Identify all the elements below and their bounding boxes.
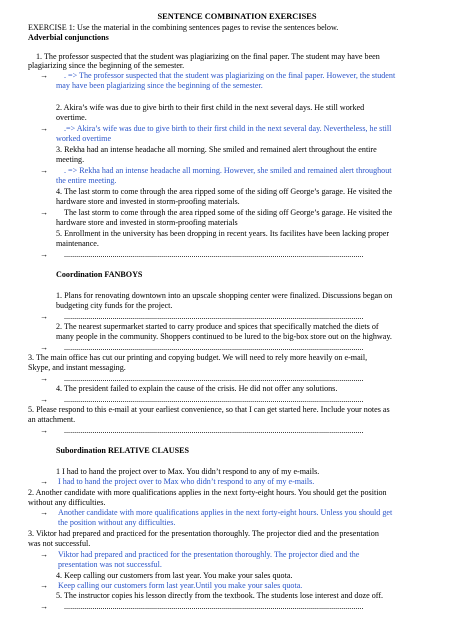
arrow-icon: →: [40, 250, 49, 259]
answer-text: Viktor had prepared and practiced for the presentation thoroughly. The projector died and the: [58, 550, 360, 559]
question-text: maintenance.: [56, 239, 99, 248]
section-heading-subordination: Subordination RELATIVE CLAUSES: [56, 446, 189, 455]
arrow-icon: →: [40, 343, 49, 352]
arrow-icon: →: [40, 602, 49, 611]
document-title: SENTENCE COMBINATION EXERCISES: [157, 12, 317, 21]
answer-text: the position without any difficulties.: [58, 518, 176, 527]
arrow-icon: →: [40, 581, 49, 590]
question-text: 4. The president failed to explain the cause of the crisis. He did not offer any solutions.: [56, 384, 338, 393]
arrow-icon: →: [40, 477, 49, 486]
answer-text: .=> Akira’s wife was due to give birth to their first child in the next several day. Nevertheless, he still: [64, 124, 392, 133]
answer-blank-line: [40, 312, 440, 321]
answer-line: [40, 508, 470, 517]
question-text: 1 I had to hand the project over to Max. You didn’t respond to any of my e-mails.: [56, 467, 320, 476]
answer-text: may have been plagiarizing since the beginning of the semester.: [56, 81, 263, 90]
blank-dots: ....................................................................................................................................................: [64, 395, 364, 404]
answer-line: [40, 550, 470, 559]
question-text: 2. Another candidate with more qualifications applies in the next forty-eight hours. You should get the position: [28, 488, 387, 497]
answer-text: Keep calling our customers form last year.Until you make your sales quota.: [58, 581, 303, 590]
question-text: 5. Enrollment in the university has been dropping in recent years. Its facilites have been lacking proper: [56, 229, 390, 238]
blank-dots: ....................................................................................................................................................: [64, 343, 364, 352]
answer-blank-line: [40, 374, 440, 383]
question-text: hardware store and invested in storm-proofing materials.: [56, 197, 240, 206]
arrow-icon: →: [40, 312, 49, 321]
arrow-icon: →: [40, 208, 49, 217]
answer-text: Another candidate with more qualifications applies in the next forty-eight hours. Unless you should get: [58, 508, 393, 517]
question-text: meeting.: [56, 155, 85, 164]
question-text: budgeting city funds for the project.: [56, 301, 173, 310]
question-text: an attachment.: [28, 415, 76, 424]
arrow-icon: →: [40, 166, 49, 175]
answer-line: [40, 124, 470, 133]
arrow-icon: →: [40, 374, 49, 383]
question-text: 1. The professor suspected that the student was plagiarizing on the final paper. The student may have been: [36, 52, 380, 61]
question-text: many people in the community. Shoppers continued to be lured to the big-box store out on the highway.: [56, 332, 392, 341]
question-text: Skype, and instant messaging.: [28, 363, 126, 372]
answer-text: the entire meeting.: [56, 176, 117, 185]
question-text: 3. Rekha had an intense headache all morning. She smiled and remained alert throughout the entire: [56, 145, 377, 154]
answer-line: [40, 166, 470, 175]
blank-dots: ....................................................................................................................................................: [64, 250, 364, 259]
arrow-icon: →: [40, 71, 49, 80]
blank-dots: ....................................................................................................................................................: [64, 312, 364, 321]
question-text: 5. Please respond to this e-mail at your earliest convenience, so that I can get started here. Include your notes as: [28, 405, 390, 414]
question-text: 5. The instructor copies his lesson directly from the textbook. The students lose interest and doze off.: [56, 591, 384, 600]
question-text: 4. Keep calling our customers from last year. You make your sales quota.: [56, 571, 293, 580]
question-text: 3. The main office has cut our printing and copying budget. We will need to rely more heavily on e-mail,: [28, 353, 368, 362]
section-heading-adverbial: Adverbial conjunctions: [28, 33, 109, 42]
answer-text: worked overtime: [56, 134, 112, 143]
arrow-icon: →: [40, 508, 49, 517]
answer-line: [40, 71, 470, 80]
question-text: without any difficulties.: [28, 498, 106, 507]
blank-dots: ....................................................................................................................................................: [64, 602, 364, 611]
answer-text: presentation was not successful.: [58, 560, 162, 569]
answer-text: . => Rekha had an intense headache all morning. However, she smiled and remained alert throughout: [64, 166, 392, 175]
exercise-intro: EXERCISE 1: Use the material in the combining sentences pages to revise the sentences below.: [28, 23, 339, 32]
question-text: 3. Viktor had prepared and practiced for the presentation thoroughly. The projector died and the presentation: [28, 529, 379, 538]
question-text: 1. Plans for renovating downtown into an upscale shopping center were finalized. Discussions began on: [56, 291, 393, 300]
blank-dots: ....................................................................................................................................................: [64, 374, 364, 383]
answer-line: [40, 208, 470, 217]
arrow-icon: →: [40, 426, 49, 435]
answer-blank-line: [40, 602, 440, 611]
question-text: 2. The nearest supermarket started to carry produce and spices that specifically matched the diets of: [56, 322, 379, 331]
answer-text: hardware store and invested in storm-proofing materials: [56, 218, 238, 227]
answer-blank-line: [40, 426, 440, 435]
answer-blank-line: [40, 395, 440, 404]
answer-text: . => The professor suspected that the student was plagiarizing on the final paper. However, the student: [64, 71, 396, 80]
answer-blank-line: [40, 250, 440, 259]
answer-blank-line: [40, 343, 440, 352]
question-text: plagiarizing since the beginning of the semester.: [28, 61, 185, 70]
answer-line: [40, 581, 470, 590]
answer-text: I had to hand the project over to Max who didn’t respond to any of my e-mails.: [58, 477, 315, 486]
question-text: 2. Akira’s wife was due to give birth to their first child in the next several days. He still worked: [56, 103, 365, 112]
answer-line: [40, 477, 470, 486]
arrow-icon: →: [40, 550, 49, 559]
question-text: was not successful.: [28, 539, 91, 548]
question-text: 4. The last storm to come through the area ripped some of the siding off George’s garage. He visited the: [56, 187, 393, 196]
answer-text: The last storm to come through the area ripped some of the siding off George’s garage. He visited the: [64, 208, 393, 217]
arrow-icon: →: [40, 124, 49, 133]
section-heading-coordination: Coordination FANBOYS: [56, 270, 143, 279]
question-text: overtime.: [56, 113, 87, 122]
blank-dots: ....................................................................................................................................................: [64, 426, 364, 435]
arrow-icon: →: [40, 395, 49, 404]
